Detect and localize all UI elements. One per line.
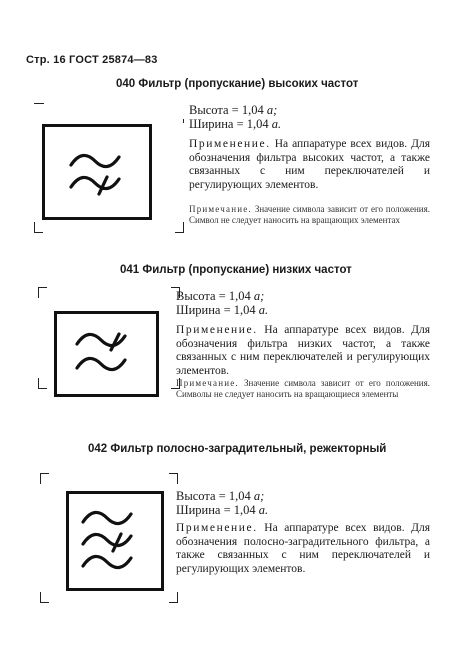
low-pass-filter-icon (54, 311, 159, 397)
section-040-title: 040 Фильтр (пропускание) высоких частот (116, 78, 359, 90)
section-040-symbol-area (34, 103, 184, 233)
section-040-dimensions: Высота = 1,04 а; Ширина = 1,04 а. (189, 103, 282, 131)
section-042-dimensions: Высота = 1,04 а; Ширина = 1,04 а. (176, 489, 269, 517)
band-stop-filter-icon (66, 491, 164, 591)
section-040-note: Примечание. Значение символа зависит от его положения. Символ не следует наносить на вращающих элементах (189, 204, 430, 225)
page-header: Стр. 16 ГОСТ 25874—83 (26, 54, 158, 66)
section-041-title: 041 Фильтр (пропускание) низких частот (120, 264, 352, 276)
section-041-note: Примечание. Значение символа зависит от его положения. Символы не следует наносить на вращающиеся элементы (176, 378, 430, 399)
section-041-symbol-area (34, 287, 184, 389)
section-042-symbol-area (36, 473, 182, 603)
high-pass-filter-icon (42, 124, 152, 220)
section-040-application: Применение. На аппаратуре всех видов. Для обозначения фильтра высоких частот, а также связанных с ним переключателей и регулирующих элементов. (189, 138, 430, 191)
section-041-dimensions: Высота = 1,04 а; Ширина = 1,04 а. (176, 289, 269, 317)
section-042-title: 042 Фильтр полосно-заградительный, режекторный (88, 443, 387, 455)
section-042-application: Применение. На аппаратуре всех видов. Для обозначения полосно-заградительного фильтра, а также связанных с ним переключателей и регулирующих элементов. (176, 522, 430, 575)
section-041-application: Применение. На аппаратуре всех видов. Для обозначения фильтра низких частот, а также связанных с ним переключателей и регулирующих элементов. (176, 324, 430, 377)
